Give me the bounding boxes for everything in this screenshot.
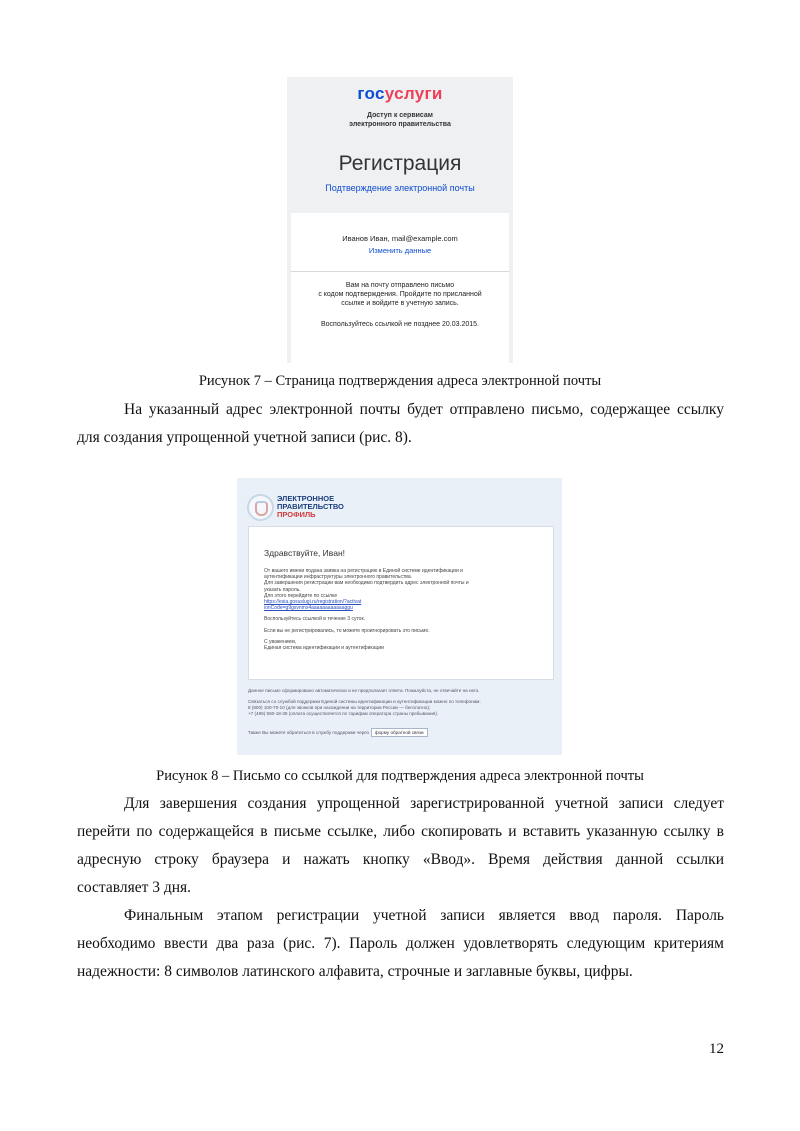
confirmation-link-continued[interactable]: ionCode=g9gsvnmx4aaaaaaaaaaaaggu [264, 605, 353, 612]
email-footer [248, 688, 552, 717]
text-line: для создания упрощенной учетной записи (рис. 8). [77, 429, 412, 446]
footer-contact: 8 (800) 100-70-10 (для звонков при нахождении на территории России — бесплатно); [248, 705, 431, 710]
confirmation-link[interactable]: https://esia.gosuslugi.ru/registration/?activat [264, 599, 362, 606]
message-line: Вам на почту отправлено письмо [345, 282, 455, 289]
text-line: Для завершения создания упрощенной зарегистрированной учетной записи следует [124, 795, 724, 812]
emblem-icon [247, 494, 274, 521]
email-greeting: Здравствуйте, Иван! [264, 548, 345, 558]
text-line: На указанный адрес электронной почты будет отправлено письмо, содержащее ссылку [124, 401, 724, 418]
deadline-note: Воспользуйтесь ссылкой не позднее 20.03.2015. [320, 321, 479, 328]
email-validity: Воспользуйтесь ссылкой в течение 3 суток. [264, 616, 366, 623]
paragraph-3 [77, 902, 724, 986]
gosuslugi-logo: госуслуги [357, 84, 443, 103]
figure-8-caption: Рисунок 8 – Письмо со ссылкой для подтверждения адреса электронной почты [156, 768, 644, 784]
page-number: 12 [709, 1041, 724, 1057]
text-line: адресную строку браузера и нажать кнопку «Ввод». Время действия данной ссылки [77, 851, 724, 868]
email-line: От вашего имени подана заявка на регистрацию в Единой системе идентификации и [264, 568, 463, 574]
profile-brand: ЭЛЕКТРОННОЕ ПРАВИТЕЛЬСТВО ПРОФИЛЬ [277, 494, 344, 519]
text-line: составляет 3 дня. [77, 879, 192, 896]
email-text [264, 568, 544, 651]
figure-8-screenshot [237, 478, 562, 755]
footer-auto-note: Данное письмо сформировано автоматически и не предполагает ответа. Пожалуйста, не отвечайте на него. [248, 688, 480, 693]
text-line: перейти по содержащейся в письме ссылке, либо скопировать и вставить указанную ссылку в [77, 823, 724, 840]
registration-subtitle: Подтверждение электронной почты [325, 183, 475, 193]
text-line: необходимо ввести два раза (рис. 7). Пароль должен удовлетворять следующим критериям [77, 935, 724, 952]
confirmation-card [291, 213, 509, 363]
email-line: Для завершения регистрации вам необходимо подтвердить адрес электронной почты и [264, 580, 469, 587]
figure-7-screenshot [287, 77, 513, 363]
email-body-card [248, 526, 554, 680]
email-signoff: С уважением, [264, 638, 297, 645]
text-line: Финальным этапом регистрации учетной записи является ввод пароля. Пароль [124, 907, 724, 924]
tagline-line: Доступ к сервисам [367, 112, 433, 119]
text-line: надежности: 8 символов латинского алфавита, строчные и заглавные буквы, цифры. [77, 963, 633, 980]
email-line: указать пароль. [264, 586, 301, 593]
logo-tagline [287, 111, 513, 129]
paragraph-1 [77, 396, 724, 452]
user-info: Иванов Иван, mail@example.com [342, 234, 458, 243]
feedback-form-button[interactable]: форму обратной связи [371, 728, 428, 737]
figure-7-caption: Рисунок 7 – Страница подтверждения адреса электронной почты [198, 373, 602, 389]
support-row: Также Вы можете обратиться в службу поддержки через форму обратной связи [248, 728, 428, 737]
message-line: ссылке и войдите в учетную запись. [341, 300, 459, 307]
email-line: Для этого перейдите по ссылке https://esia.gosuslugi.ru/registration/?activat [264, 593, 544, 605]
email-signoff: Единая система идентификации и аутентификации [264, 645, 384, 652]
confirmation-message [291, 281, 509, 308]
message-line: с кодом подтверждения. Пройдите по присланной [318, 291, 482, 298]
tagline-line: электронного правительства [349, 121, 451, 128]
paragraph-2 [77, 790, 724, 902]
divider [291, 271, 509, 272]
email-ignore: Если вы не регистрировались, то можете проигнорировать это письмо. [264, 627, 430, 634]
change-data-link[interactable]: Изменить данные [368, 246, 432, 255]
footer-contact: +7 (499) 550-18-39 (оплата осуществляется по тарифам оператора страны пребывания). [248, 711, 439, 716]
email-line: аутентификации инфраструктуры электронного правительства. [264, 574, 413, 581]
footer-contact: Связаться со службой поддержки Единой системы идентификации и аутентификации можно по телефонам: [248, 699, 481, 704]
registration-title: Регистрация [338, 152, 462, 175]
